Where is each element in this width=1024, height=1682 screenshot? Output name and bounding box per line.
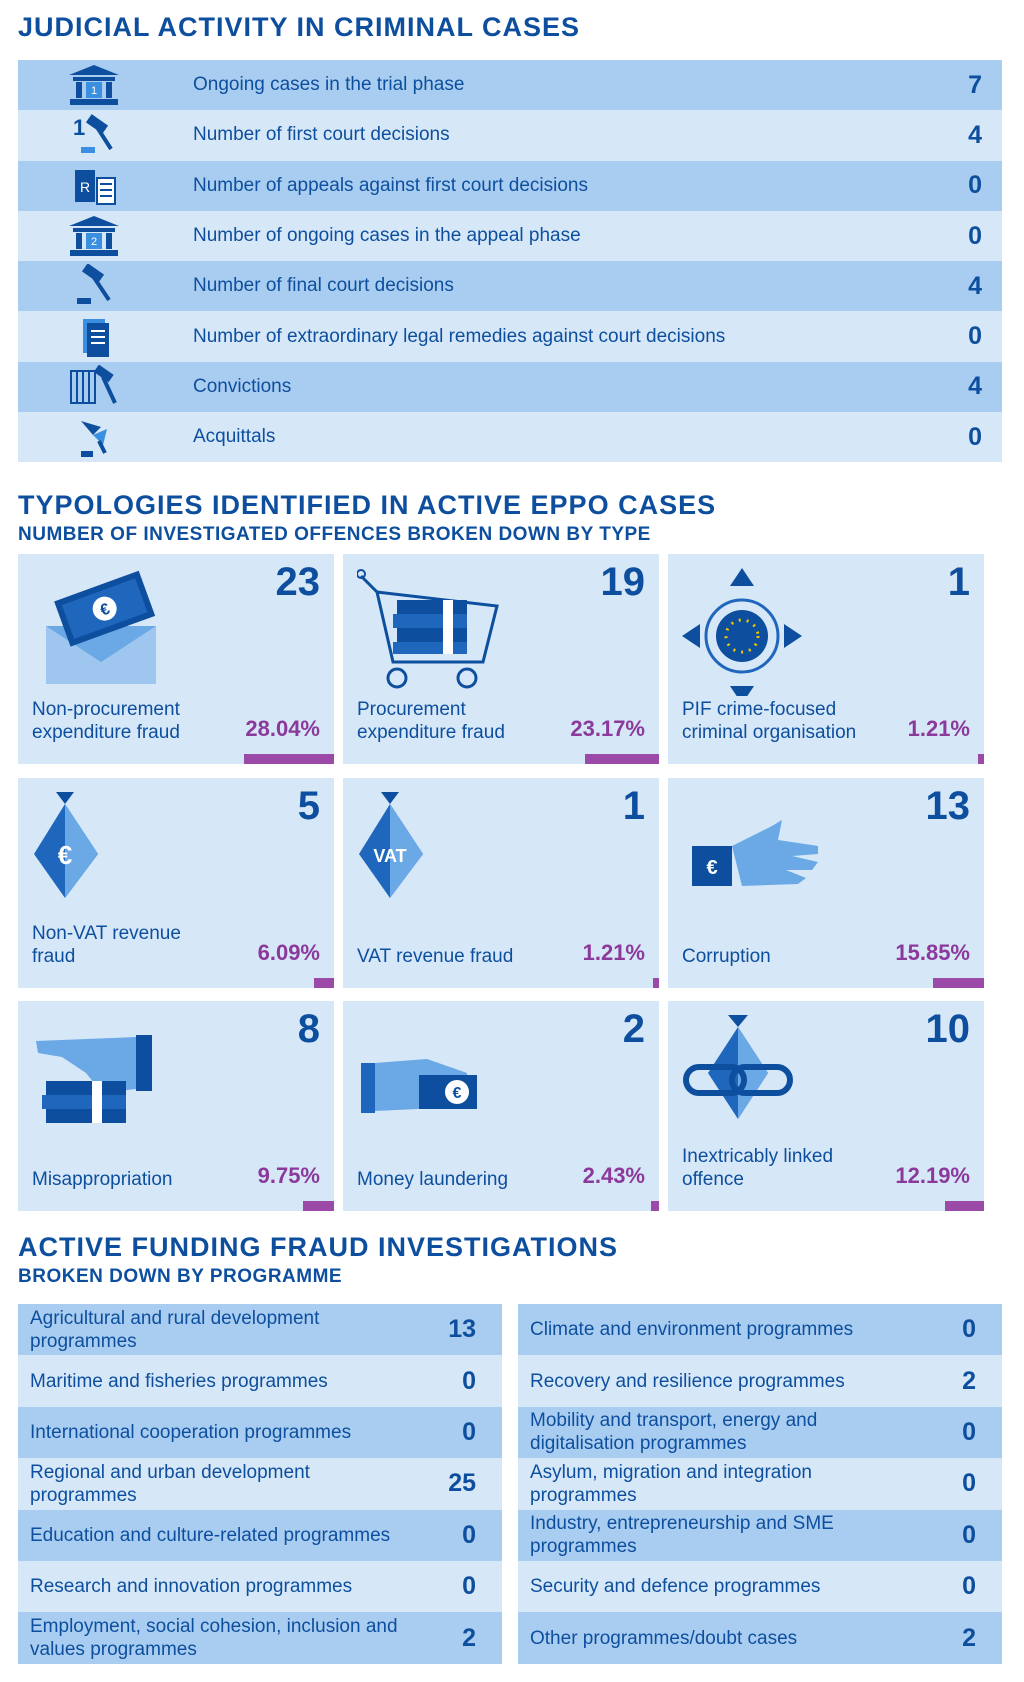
programmes-right-table — [518, 1304, 1002, 1664]
programme-value: 0 — [962, 1315, 976, 1344]
typology-card — [668, 778, 984, 988]
typology-card — [18, 554, 334, 764]
programme-value: 2 — [962, 1366, 976, 1395]
offence-percent: 1.21% — [582, 940, 645, 965]
offence-percent: 2.43% — [582, 1163, 645, 1188]
table-row — [518, 1561, 1002, 1612]
offence-percent: 9.75% — [257, 1163, 320, 1188]
cash-cart-icon — [357, 566, 517, 696]
offence-label: Misappropriation — [32, 1169, 173, 1190]
programme-label: Agricultural and rural development programmes — [30, 1307, 320, 1352]
euro-moneybag-icon — [32, 790, 192, 920]
row-value: 0 — [968, 422, 982, 451]
programme-label: Recovery and resilience programmes — [530, 1370, 845, 1392]
programme-label: International cooperation programmes — [30, 1421, 352, 1443]
row-label: Number of extraordinary legal remedies against court decisions — [193, 325, 726, 347]
programme-label: Maritime and fisheries programmes — [30, 1370, 328, 1392]
programme-label: Other programmes/doubt cases — [530, 1627, 798, 1649]
programme-value: 0 — [462, 1572, 476, 1601]
offence-percent: 28.04% — [245, 716, 320, 741]
gavel-first-icon — [64, 112, 124, 158]
euro-envelope-icon — [32, 566, 192, 696]
programme-value: 25 — [448, 1469, 476, 1498]
document-stack-icon — [64, 314, 124, 360]
programme-value: 2 — [462, 1623, 476, 1652]
programme-value: 0 — [962, 1417, 976, 1446]
table-row — [518, 1458, 1002, 1509]
judicial-title: JUDICIAL ACTIVITY IN CRIMINAL CASES — [18, 12, 581, 42]
offence-count: 2 — [622, 1007, 645, 1051]
vat-moneybag-icon — [357, 790, 517, 920]
programme-label: Employment, social cohesion, inclusion and values programmes — [30, 1616, 398, 1661]
offence-percent: 1.21% — [907, 716, 970, 741]
svg-text:2: 2 — [90, 236, 98, 249]
share-bar — [933, 978, 984, 988]
appeal-document-icon — [64, 163, 124, 209]
table-row — [18, 362, 1002, 412]
row-label: Number of final court decisions — [193, 275, 454, 297]
offence-percent: 23.17% — [570, 716, 645, 741]
programme-value: 13 — [448, 1315, 476, 1344]
typology-card — [343, 1001, 659, 1211]
offence-label: Money laundering — [357, 1169, 509, 1190]
svg-text:€: € — [57, 840, 73, 870]
svg-text:€: € — [706, 857, 718, 879]
table-row — [518, 1304, 1002, 1355]
programme-label: Education and culture-related programmes — [30, 1524, 391, 1546]
programmes-left-table — [18, 1304, 502, 1664]
typology-card — [343, 554, 659, 764]
table-row — [18, 311, 1002, 361]
table-row — [18, 1561, 502, 1612]
share-bar — [651, 1201, 659, 1211]
row-value: 4 — [968, 120, 982, 149]
table-row — [518, 1355, 1002, 1406]
programme-value: 0 — [462, 1366, 476, 1395]
typologies-subtitle: NUMBER OF INVESTIGATED OFFENCES BROKEN DOWN BY TYPE — [18, 524, 651, 545]
svg-text:R: R — [79, 178, 91, 195]
table-row — [518, 1407, 1002, 1458]
share-bar — [945, 1201, 984, 1211]
typology-card — [668, 1001, 984, 1211]
row-label: Acquittals — [193, 426, 276, 448]
row-value: 0 — [968, 221, 982, 250]
svg-text:€: € — [98, 600, 113, 620]
row-label: Convictions — [193, 375, 292, 397]
prison-gavel-icon — [64, 364, 124, 410]
typology-card — [18, 1001, 334, 1211]
offence-label: Procurement expenditure fraud — [357, 699, 505, 743]
table-row — [18, 1407, 502, 1458]
courthouse-2-icon — [64, 213, 124, 259]
chained-moneybag-icon — [682, 1013, 842, 1143]
table-row — [18, 1458, 502, 1509]
table-row — [518, 1612, 1002, 1663]
table-row — [18, 110, 1002, 160]
share-bar — [585, 754, 659, 764]
programme-value: 0 — [462, 1417, 476, 1446]
programmes-subtitle: BROKEN DOWN BY PROGRAMME — [18, 1266, 343, 1287]
programme-label: Mobility and transport, energy and digitalisation programmes — [530, 1410, 818, 1455]
share-bar — [303, 1201, 334, 1211]
svg-text:1: 1 — [90, 85, 98, 98]
offence-percent: 12.19% — [895, 1163, 970, 1188]
row-value: 0 — [968, 322, 982, 351]
programmes-title: ACTIVE FUNDING FRAUD INVESTIGATIONS — [18, 1232, 619, 1262]
table-row — [18, 1510, 502, 1561]
offence-label: Inextricably linked offence — [682, 1146, 834, 1190]
row-label: Ongoing cases in the trial phase — [193, 74, 465, 96]
offence-count: 10 — [925, 1007, 970, 1051]
row-value: 7 — [968, 70, 982, 99]
programme-label: Research and innovation programmes — [30, 1576, 353, 1598]
offence-percent: 6.09% — [257, 940, 320, 965]
offence-label: PIF crime-focused criminal organisation — [682, 699, 857, 743]
eu-network-icon — [682, 566, 842, 696]
offence-count: 1 — [622, 784, 645, 828]
programme-value: 0 — [962, 1469, 976, 1498]
offence-count: 8 — [297, 1007, 320, 1051]
table-row — [18, 412, 1002, 462]
table-row — [18, 60, 1002, 110]
programme-value: 0 — [462, 1520, 476, 1549]
table-row — [518, 1510, 1002, 1561]
offence-label: Corruption — [682, 946, 771, 967]
programme-value: 0 — [962, 1520, 976, 1549]
offence-count: 5 — [297, 784, 320, 828]
programme-value: 0 — [962, 1572, 976, 1601]
table-row — [18, 161, 1002, 211]
table-row — [18, 211, 1002, 261]
typology-card — [668, 554, 984, 764]
grabbing-cash-icon — [32, 1013, 192, 1143]
table-row — [18, 1612, 502, 1663]
typology-card — [18, 778, 334, 988]
svg-text:VAT: VAT — [373, 846, 407, 866]
programme-label: Asylum, migration and integration programmes — [530, 1461, 812, 1506]
offence-percent: 15.85% — [895, 940, 970, 965]
table-row — [18, 1304, 502, 1355]
judicial-table — [18, 60, 1002, 462]
offence-count: 19 — [600, 560, 645, 604]
bribe-hand-icon — [682, 790, 842, 920]
row-value: 4 — [968, 271, 982, 300]
offence-label: VAT revenue fraud — [357, 946, 514, 967]
table-row — [18, 261, 1002, 311]
share-bar — [653, 978, 659, 988]
offence-label: Non-VAT revenue fraud — [32, 923, 181, 967]
row-value: 4 — [968, 372, 982, 401]
offence-label: Non-procurement expenditure fraud — [32, 699, 180, 743]
offence-count: 13 — [925, 784, 970, 828]
programme-label: Security and defence programmes — [530, 1576, 821, 1598]
typology-card — [343, 778, 659, 988]
share-bar — [314, 978, 334, 988]
programme-label: Regional and urban development programmes — [30, 1461, 310, 1506]
share-bar — [244, 754, 334, 764]
table-row — [18, 1355, 502, 1406]
gavel-icon — [64, 263, 124, 309]
programme-value: 2 — [962, 1623, 976, 1652]
broken-gavel-icon — [64, 414, 124, 460]
typologies-title: TYPOLOGIES IDENTIFIED IN ACTIVE EPPO CASES — [18, 490, 717, 520]
courthouse-1-icon — [64, 62, 124, 108]
row-label: Number of first court decisions — [193, 124, 450, 146]
programme-label: Industry, entrepreneurship and SME programmes — [530, 1513, 834, 1558]
svg-text:1: 1 — [73, 115, 86, 141]
svg-text:€: € — [452, 1085, 462, 1102]
row-label: Number of ongoing cases in the appeal phase — [193, 225, 581, 247]
row-label: Number of appeals against first court decisions — [193, 174, 588, 196]
share-bar — [978, 754, 984, 764]
money-hand-icon — [357, 1013, 517, 1143]
offence-count: 1 — [947, 560, 970, 604]
programme-label: Climate and environment programmes — [530, 1319, 854, 1341]
offence-count: 23 — [275, 560, 320, 604]
row-value: 0 — [968, 171, 982, 200]
